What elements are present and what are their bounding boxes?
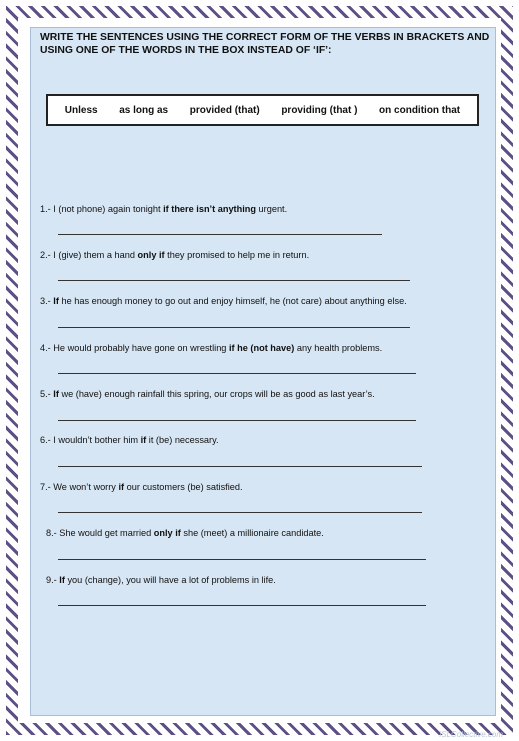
footer-watermark: iSLCollective.com (439, 730, 503, 739)
word-unless: Unless (64, 104, 98, 116)
exercise-item-5: 5.- If we (have) enough rainfall this spring, our crops will be as good as last year’s. (40, 389, 375, 399)
exercise-item-1: 1.- I (not phone) again tonight if there isn’t anything urgent. (40, 204, 288, 214)
worksheet-panel (30, 27, 496, 716)
answer-line-6[interactable] (58, 466, 422, 467)
word-box (46, 94, 479, 126)
answer-line-8[interactable] (58, 559, 426, 560)
word-providing-that: providing (that ) (281, 104, 358, 116)
word-as-long-as: as long as (119, 104, 169, 116)
exercise-item-3: 3.- If he has enough money to go out and enjoy himself, he (not care) about anything else. (40, 296, 407, 306)
answer-line-4[interactable] (58, 373, 416, 374)
answer-line-1[interactable] (58, 234, 382, 235)
answer-line-2[interactable] (58, 280, 410, 281)
answer-line-3[interactable] (58, 327, 410, 328)
exercise-item-9: 9.- If you (change), you will have a lot of problems in life. (46, 575, 276, 585)
word-provided-that: provided (that) (189, 104, 260, 116)
answer-line-7[interactable] (58, 512, 422, 513)
exercise-item-4: 4.- He would probably have gone on wrestling if he (not have) any health problems. (40, 343, 383, 353)
exercise-item-6: 6.- I wouldn’t bother him if it (be) necessary. (40, 435, 219, 445)
exercise-item-2: 2.- I (give) them a hand only if they promised to help me in return. (40, 250, 310, 260)
exercise-item-7: 7.- We won’t worry if our customers (be) satisfied. (40, 482, 243, 492)
worksheet-instructions: WRITE THE SENTENCES USING THE CORRECT FORM OF THE VERBS IN BRACKETS AND USING ONE OF THE WORDS IN THE BOX INSTEAD OF ‘IF’: (40, 32, 490, 56)
answer-line-5[interactable] (58, 420, 416, 421)
answer-line-9[interactable] (58, 605, 426, 606)
word-on-condition-that: on condition that (379, 104, 461, 116)
exercise-item-8: 8.- She would get married only if she (meet) a millionaire candidate. (46, 528, 324, 538)
